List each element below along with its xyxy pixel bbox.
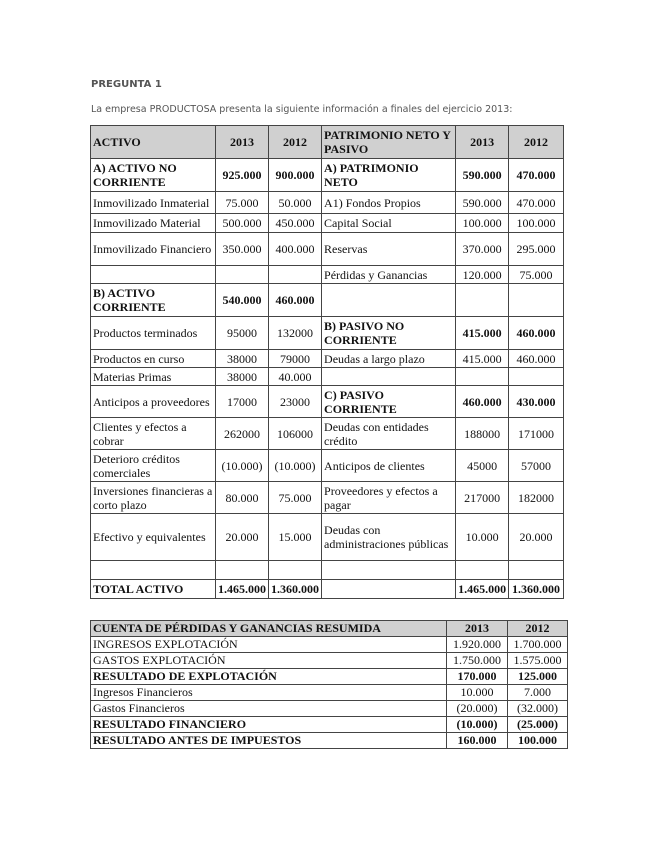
pl-row	[91, 653, 568, 669]
intro-text: La empresa PRODUCTOSA presenta la siguiente información a finales del ejercicio 2013:	[91, 104, 513, 115]
balance-cell-pasivo-2012: 460.000	[509, 317, 564, 350]
balance-cell-activo-label: B) ACTIVO CORRIENTE	[91, 284, 216, 317]
balance-cell-activo-label	[91, 561, 216, 580]
balance-cell-pasivo-label: C) PASIVO CORRIENTE	[322, 386, 456, 418]
balance-cell-activo-2012: 450.000	[269, 214, 322, 233]
pl-header-2013: 2013	[447, 621, 508, 637]
balance-cell-activo-2012: 79000	[269, 350, 322, 368]
pl-row	[91, 637, 568, 653]
pl-cell-2013: 170.000	[447, 669, 508, 685]
balance-cell-pasivo-label: Deudas con administraciones públicas	[322, 514, 456, 561]
balance-cell-pasivo-2013: 415.000	[456, 350, 509, 368]
balance-cell-pasivo-2012: 20.000	[509, 514, 564, 561]
balance-cell-pasivo-label: Reservas	[322, 233, 456, 266]
balance-cell-pasivo-2013: 217000	[456, 482, 509, 514]
balance-cell-activo-2013: 925.000	[216, 159, 269, 192]
balance-row	[91, 284, 564, 317]
pl-cell-2012: 100.000	[508, 733, 568, 749]
balance-row	[91, 266, 564, 284]
balance-cell-activo-2013: 75.000	[216, 192, 269, 214]
balance-row	[91, 159, 564, 192]
balance-cell-activo-2013: (10.000)	[216, 450, 269, 482]
balance-cell-pasivo-2013: 10.000	[456, 514, 509, 561]
balance-row	[91, 450, 564, 482]
pl-cell-label: RESULTADO FINANCIERO	[91, 717, 447, 733]
balance-cell-pasivo-2013: 188000	[456, 418, 509, 450]
balance-cell-pasivo-2012: 171000	[509, 418, 564, 450]
balance-cell-activo-2013: 262000	[216, 418, 269, 450]
balance-cell-activo-label: Inmovilizado Inmaterial	[91, 192, 216, 214]
pl-row	[91, 701, 568, 717]
balance-cell-activo-label: Materias Primas	[91, 368, 216, 386]
pl-header-2012: 2012	[508, 621, 568, 637]
balance-cell-pasivo-2012: 1.360.000	[509, 580, 564, 599]
balance-cell-pasivo-2013	[456, 561, 509, 580]
pl-cell-2013: (20.000)	[447, 701, 508, 717]
balance-cell-pasivo-2013	[456, 284, 509, 317]
balance-cell-activo-label: Inversiones financieras a corto plazo	[91, 482, 216, 514]
balance-cell-pasivo-2012	[509, 561, 564, 580]
balance-cell-activo-2012: 75.000	[269, 482, 322, 514]
balance-cell-activo-2012: 460.000	[269, 284, 322, 317]
balance-cell-pasivo-2012: 470.000	[509, 159, 564, 192]
balance-cell-pasivo-label	[322, 368, 456, 386]
pl-row	[91, 717, 568, 733]
balance-cell-activo-2012: 15.000	[269, 514, 322, 561]
balance-cell-activo-label: Deterioro créditos comerciales	[91, 450, 216, 482]
balance-cell-pasivo-label: Deudas con entidades crédito	[322, 418, 456, 450]
balance-cell-pasivo-2013: 1.465.000	[456, 580, 509, 599]
balance-header-activo: ACTIVO	[91, 126, 216, 159]
balance-row	[91, 368, 564, 386]
balance-cell-activo-2013: 80.000	[216, 482, 269, 514]
balance-row	[91, 561, 564, 580]
balance-cell-pasivo-2012: 430.000	[509, 386, 564, 418]
balance-cell-pasivo-2013: 120.000	[456, 266, 509, 284]
pl-cell-label: INGRESOS EXPLOTACIÓN	[91, 637, 447, 653]
balance-cell-activo-2013: 17000	[216, 386, 269, 418]
balance-cell-pasivo-2012: 460.000	[509, 350, 564, 368]
balance-row	[91, 580, 564, 599]
balance-cell-activo-2012: 1.360.000	[269, 580, 322, 599]
balance-header-pasivo: PATRIMONIO NETO Y PASIVO	[322, 126, 456, 159]
balance-cell-pasivo-label	[322, 580, 456, 599]
balance-cell-activo-label: Efectivo y equivalentes	[91, 514, 216, 561]
pl-cell-label: Ingresos Financieros	[91, 685, 447, 701]
balance-cell-activo-2013: 1.465.000	[216, 580, 269, 599]
pl-header-row	[91, 621, 568, 637]
balance-cell-pasivo-2012: 100.000	[509, 214, 564, 233]
balance-cell-activo-2012: 23000	[269, 386, 322, 418]
balance-row	[91, 514, 564, 561]
balance-cell-activo-2012: 40.000	[269, 368, 322, 386]
balance-cell-pasivo-2013: 460.000	[456, 386, 509, 418]
balance-cell-activo-2012: 106000	[269, 418, 322, 450]
balance-cell-pasivo-2012: 470.000	[509, 192, 564, 214]
balance-cell-activo-2013: 350.000	[216, 233, 269, 266]
balance-cell-pasivo-2012: 57000	[509, 450, 564, 482]
balance-row	[91, 233, 564, 266]
question-heading: PREGUNTA 1	[91, 79, 162, 90]
balance-cell-activo-label: Anticipos a proveedores	[91, 386, 216, 418]
balance-cell-activo-2012: 50.000	[269, 192, 322, 214]
balance-cell-activo-2013	[216, 561, 269, 580]
balance-cell-activo-2012: 400.000	[269, 233, 322, 266]
balance-sheet-table	[90, 125, 564, 599]
balance-cell-pasivo-label: Capital Social	[322, 214, 456, 233]
balance-cell-activo-2013: 95000	[216, 317, 269, 350]
balance-cell-pasivo-label: B) PASIVO NO CORRIENTE	[322, 317, 456, 350]
pl-cell-2012: 7.000	[508, 685, 568, 701]
balance-cell-activo-2013: 500.000	[216, 214, 269, 233]
pl-cell-2012: (32.000)	[508, 701, 568, 717]
balance-cell-activo-2012	[269, 266, 322, 284]
balance-cell-pasivo-label	[322, 561, 456, 580]
balance-cell-activo-label	[91, 266, 216, 284]
balance-row	[91, 317, 564, 350]
pl-cell-2013: 10.000	[447, 685, 508, 701]
balance-cell-pasivo-2012	[509, 368, 564, 386]
balance-cell-pasivo-label: Proveedores y efectos a pagar	[322, 482, 456, 514]
balance-cell-activo-label: Productos en curso	[91, 350, 216, 368]
balance-cell-pasivo-2013: 100.000	[456, 214, 509, 233]
pl-cell-label: RESULTADO DE EXPLOTACIÓN	[91, 669, 447, 685]
balance-header-y4: 2012	[509, 126, 564, 159]
balance-header-y2: 2012	[269, 126, 322, 159]
balance-row	[91, 482, 564, 514]
balance-cell-activo-label: A) ACTIVO NO CORRIENTE	[91, 159, 216, 192]
balance-cell-pasivo-2012: 75.000	[509, 266, 564, 284]
balance-cell-pasivo-2012: 295.000	[509, 233, 564, 266]
balance-cell-pasivo-2012	[509, 284, 564, 317]
balance-cell-activo-2013: 38000	[216, 350, 269, 368]
balance-cell-activo-2012	[269, 561, 322, 580]
balance-cell-pasivo-label: Pérdidas y Ganancias	[322, 266, 456, 284]
pl-cell-2013: (10.000)	[447, 717, 508, 733]
balance-cell-pasivo-label: A1) Fondos Propios	[322, 192, 456, 214]
balance-cell-activo-label: Inmovilizado Material	[91, 214, 216, 233]
balance-cell-activo-2012: 900.000	[269, 159, 322, 192]
pl-row	[91, 669, 568, 685]
pl-cell-2012: 1.575.000	[508, 653, 568, 669]
balance-row	[91, 350, 564, 368]
balance-cell-activo-label: Inmovilizado Financiero	[91, 233, 216, 266]
pl-cell-2013: 1.920.000	[447, 637, 508, 653]
balance-cell-pasivo-label	[322, 284, 456, 317]
balance-cell-activo-2013: 540.000	[216, 284, 269, 317]
balance-cell-pasivo-label: A) PATRIMONIO NETO	[322, 159, 456, 192]
balance-row	[91, 418, 564, 450]
balance-cell-activo-2013: 20.000	[216, 514, 269, 561]
balance-cell-pasivo-2012: 182000	[509, 482, 564, 514]
balance-cell-pasivo-2013	[456, 368, 509, 386]
balance-cell-activo-2012: 132000	[269, 317, 322, 350]
income-statement-table	[90, 620, 568, 749]
balance-row	[91, 214, 564, 233]
balance-cell-pasivo-label: Deudas a largo plazo	[322, 350, 456, 368]
balance-row	[91, 386, 564, 418]
balance-cell-pasivo-2013: 45000	[456, 450, 509, 482]
pl-cell-2013: 1.750.000	[447, 653, 508, 669]
pl-header-title: CUENTA DE PÉRDIDAS Y GANANCIAS RESUMIDA	[91, 621, 447, 637]
pl-row	[91, 733, 568, 749]
balance-cell-pasivo-2013: 415.000	[456, 317, 509, 350]
balance-cell-activo-label: Clientes y efectos a cobrar	[91, 418, 216, 450]
pl-cell-2012: 125.000	[508, 669, 568, 685]
balance-row	[91, 192, 564, 214]
balance-cell-activo-2013: 38000	[216, 368, 269, 386]
balance-cell-activo-2013	[216, 266, 269, 284]
pl-cell-label: GASTOS EXPLOTACIÓN	[91, 653, 447, 669]
pl-cell-2012: (25.000)	[508, 717, 568, 733]
pl-cell-2013: 160.000	[447, 733, 508, 749]
balance-cell-activo-label: TOTAL ACTIVO	[91, 580, 216, 599]
pl-cell-2012: 1.700.000	[508, 637, 568, 653]
pl-cell-label: RESULTADO ANTES DE IMPUESTOS	[91, 733, 447, 749]
balance-cell-pasivo-2013: 590.000	[456, 192, 509, 214]
pl-row	[91, 685, 568, 701]
balance-cell-activo-label: Productos terminados	[91, 317, 216, 350]
balance-cell-pasivo-label: Anticipos de clientes	[322, 450, 456, 482]
balance-cell-pasivo-2013: 370.000	[456, 233, 509, 266]
balance-cell-pasivo-2013: 590.000	[456, 159, 509, 192]
balance-header-row	[91, 126, 564, 159]
balance-header-y3: 2013	[456, 126, 509, 159]
pl-cell-label: Gastos Financieros	[91, 701, 447, 717]
balance-header-y1: 2013	[216, 126, 269, 159]
balance-cell-activo-2012: (10.000)	[269, 450, 322, 482]
